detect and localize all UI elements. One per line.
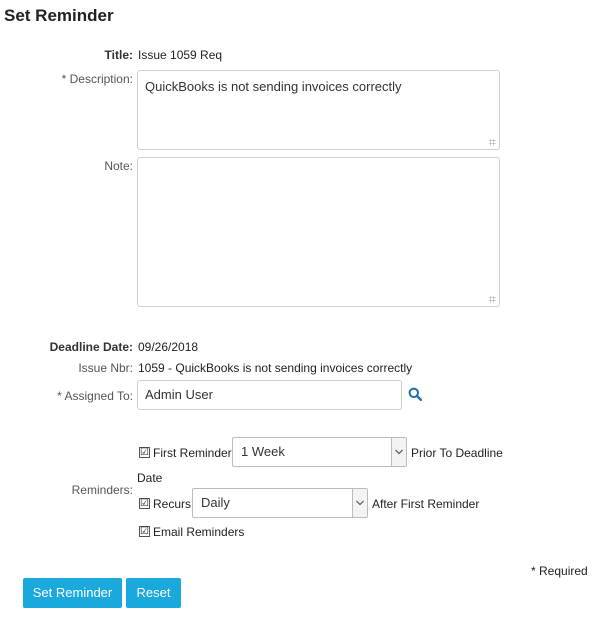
page-title: Set Reminder xyxy=(4,6,114,25)
note-textarea[interactable] xyxy=(137,157,500,307)
email-reminders-checkbox[interactable]: ☑ xyxy=(140,526,149,537)
search-icon[interactable] xyxy=(408,387,422,401)
recurs-label: Recurs xyxy=(153,497,192,511)
required-note: * Required xyxy=(531,564,588,578)
first-reminder-select[interactable] xyxy=(232,437,407,467)
recurs-checkbox[interactable]: ☑ xyxy=(140,498,149,509)
reset-button[interactable]: Reset xyxy=(126,578,181,608)
first-reminder-suffix: Prior To Deadline xyxy=(411,446,503,460)
title-value: Issue 1059 Req xyxy=(138,48,223,62)
deadline-value: 09/26/2018 xyxy=(138,340,199,354)
chevron-down-icon[interactable] xyxy=(391,438,406,466)
first-reminder-selected: 1 Week xyxy=(241,444,285,459)
reminders-label: Reminders: xyxy=(71,483,133,497)
description-label: * Description: xyxy=(61,72,133,86)
description-text: QuickBooks is not sending invoices correctly xyxy=(145,79,402,94)
chevron-down-icon[interactable] xyxy=(352,489,367,517)
deadline-label: Deadline Date: xyxy=(49,340,133,354)
resize-grip-icon[interactable] xyxy=(489,139,496,146)
issue-label: Issue Nbr: xyxy=(78,361,133,375)
first-reminder-label: First Reminder xyxy=(153,446,232,460)
recurs-suffix: After First Reminder xyxy=(372,497,480,511)
recurs-select[interactable] xyxy=(192,488,368,518)
resize-grip-icon[interactable] xyxy=(489,296,496,303)
email-reminders-label: Email Reminders xyxy=(153,525,245,539)
set-reminder-button[interactable]: Set Reminder xyxy=(23,578,122,608)
title-label: Title: xyxy=(104,48,133,62)
first-reminder-suffix-wrap: Date xyxy=(137,471,163,485)
first-reminder-checkbox[interactable]: ☑ xyxy=(140,447,149,458)
assigned-label: * Assigned To: xyxy=(57,389,133,403)
assigned-to-input[interactable]: Admin User xyxy=(137,380,402,410)
issue-value: 1059 - QuickBooks is not sending invoices correctly xyxy=(138,361,413,375)
note-label: Note: xyxy=(104,159,133,173)
recurs-selected: Daily xyxy=(201,495,230,510)
description-textarea[interactable] xyxy=(137,70,500,150)
